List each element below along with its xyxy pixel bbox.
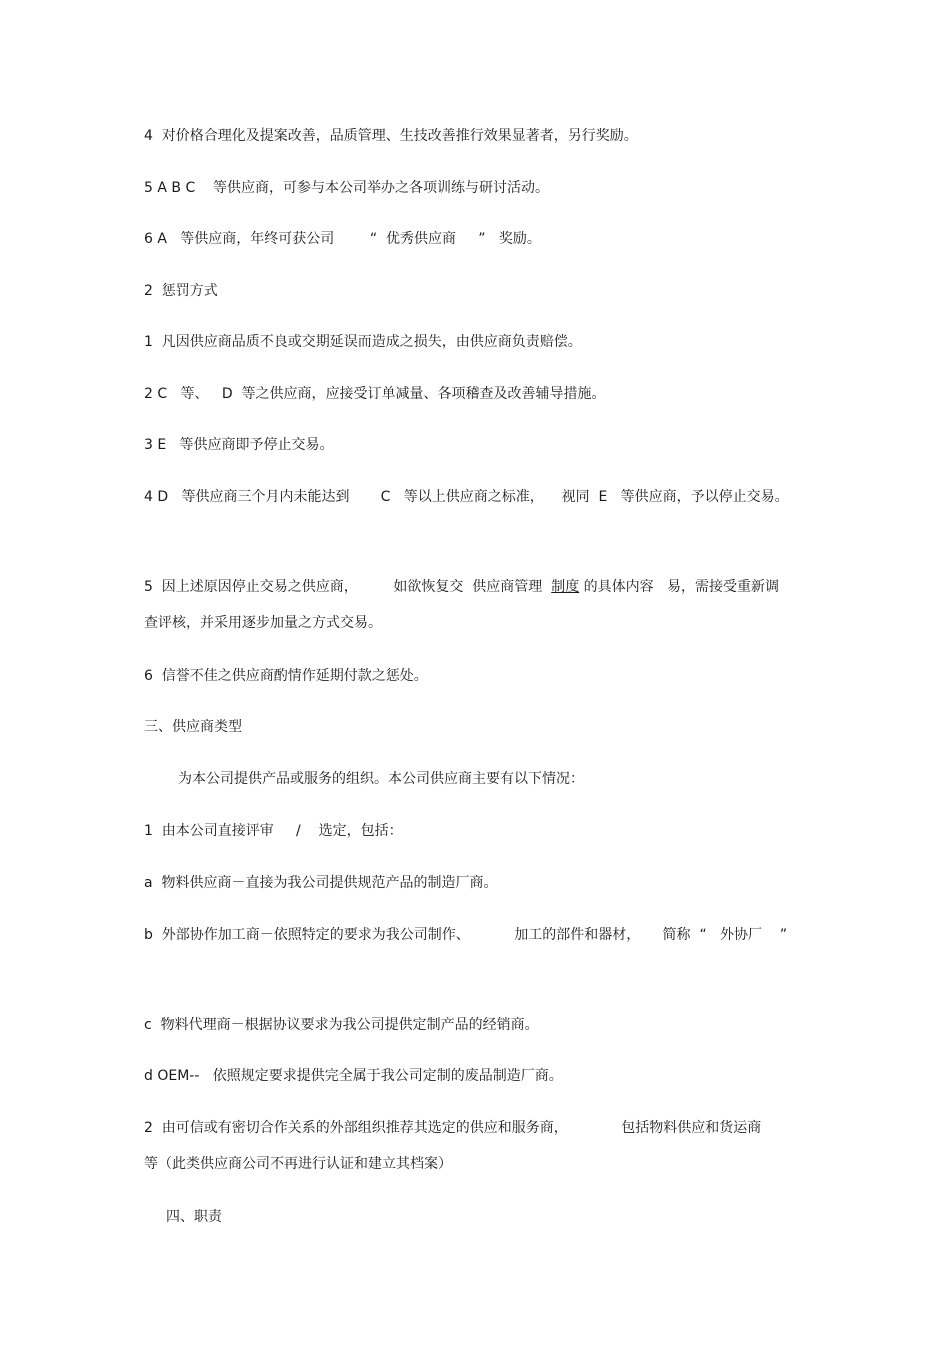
paragraph-type-d: d OEM-- 依照规定要求提供完全属于我公司定制的废品制造厂商。 (144, 1068, 563, 1084)
paragraph-penalty-1: 1 凡因供应商品质不良或交期延误而造成之损失，由供应商负责赔偿。 (144, 334, 582, 350)
paragraph-penalty-5 (144, 578, 779, 596)
text-run: 的具体内容 易，需接受重新调 (579, 579, 780, 595)
paragraph-type-b: b 外部协作加工商－依照特定的要求为我公司制作、 加工的部件和器材， 简称 “ 外协厂 ” (144, 927, 788, 943)
paragraph-type-2: 2 由可信或有密切合作关系的外部组织推荐其选定的供应和服务商， 包括物料供应和货运商 (144, 1120, 762, 1136)
paragraph-type-2-cont: 等（此类供应商公司不再进行认证和建立其档案） (144, 1156, 452, 1172)
paragraph-penalty-5-cont: 查评核，并采用逐步加量之方式交易。 (144, 615, 382, 631)
paragraph-penalty-2: 2 C 等、 D 等之供应商，应接受订单减量、各项稽查及改善辅导措施。 (144, 386, 606, 402)
paragraph-reward-5: 5 A B C 等供应商，可参与本公司举办之各项训练与研讨活动。 (144, 180, 550, 196)
underlined-link-text: 制度 (551, 579, 580, 595)
section-heading-penalty: 2 惩罚方式 (144, 283, 218, 299)
paragraph-type-c: c 物料代理商－根据协议要求为我公司提供定制产品的经销商。 (144, 1017, 539, 1033)
paragraph-reward-6: 6 A 等供应商，年终可获公司 “ 优秀供应商 ” 奖励。 (144, 231, 541, 247)
section-heading-supplier-types: 三、供应商类型 (144, 719, 242, 735)
paragraph-type-1: 1 由本公司直接评审 / 选定，包括： (144, 823, 403, 839)
paragraph-supplier-intro: 为本公司提供产品或服务的组织。本公司供应商主要有以下情况： (178, 771, 584, 787)
text-run: 5 因上述原因停止交易之供应商， 如欲恢复交 供应商管理 (144, 579, 552, 595)
paragraph-type-a: a 物料供应商－直接为我公司提供规范产品的制造厂商。 (144, 875, 498, 891)
section-heading-duties: 四、职责 (166, 1209, 222, 1225)
paragraph-penalty-6: 6 信誉不佳之供应商酌情作延期付款之惩处。 (144, 668, 428, 684)
paragraph-reward-4: 4 对价格合理化及提案改善，品质管理、生技改善推行效果显著者，另行奖励。 (144, 128, 638, 144)
paragraph-penalty-3: 3 E 等供应商即予停止交易。 (144, 437, 334, 453)
paragraph-penalty-4: 4 D 等供应商三个月内未能达到 C 等以上供应商之标准， 视同 E 等供应商，予以停止交易。 (144, 489, 789, 505)
